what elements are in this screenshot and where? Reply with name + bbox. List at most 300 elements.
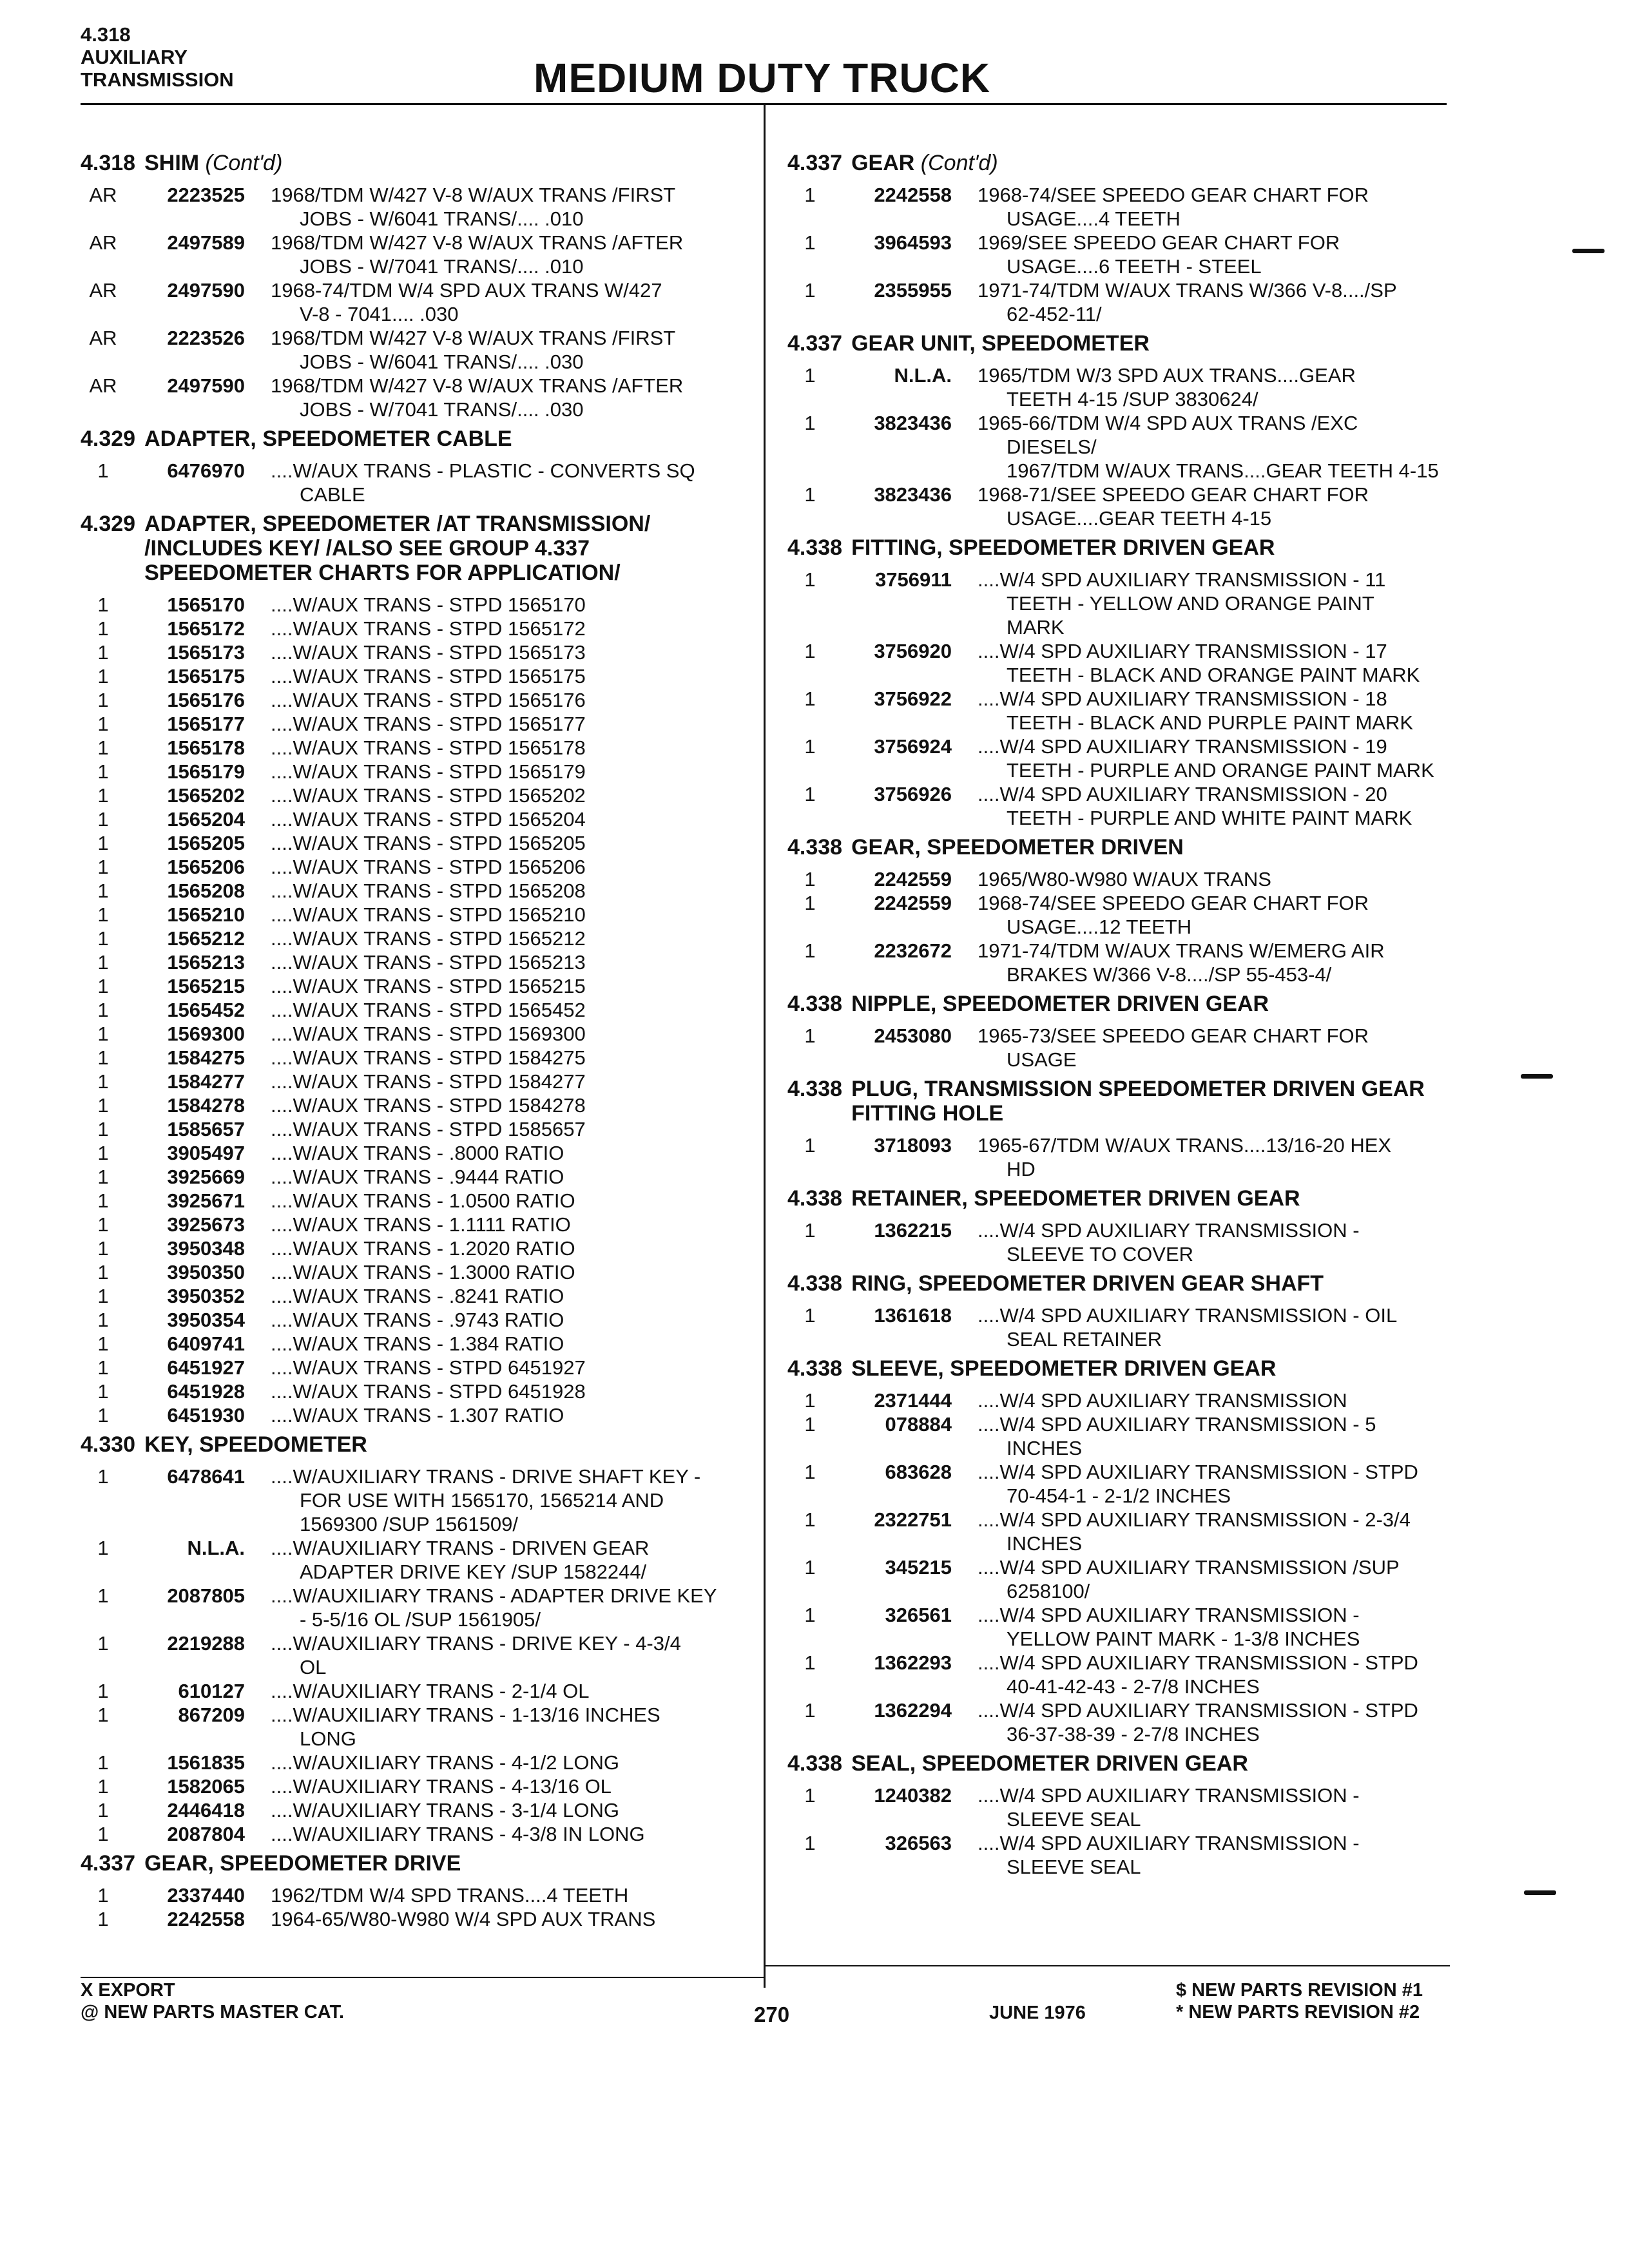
part-number: 610127 <box>178 1680 245 1702</box>
part-quantity: 1 <box>97 641 109 664</box>
description-line: ....W/AUX TRANS - STPD 1565173 <box>271 641 586 664</box>
description-line: 6258100/ <box>1007 1580 1090 1602</box>
description-line: 1968-74/TDM W/4 SPD AUX TRANS W/427 <box>271 279 662 302</box>
part-quantity: 1 <box>97 1465 109 1488</box>
section-number: 4.337 <box>787 331 843 356</box>
part-number: 3925673 <box>167 1213 245 1236</box>
part-description <box>978 1024 1451 1072</box>
part-row <box>787 687 1451 735</box>
section-name-text: GEAR, SPEEDOMETER DRIVEN <box>851 835 1184 860</box>
part-quantity: 1 <box>97 1884 109 1907</box>
description-line: 62-452-11/ <box>1007 303 1102 325</box>
section-heading <box>787 835 1451 860</box>
description-line: ....W/AUX TRANS - STPD 1565215 <box>271 975 586 997</box>
part-description <box>271 1236 751 1260</box>
part-quantity: 1 <box>804 1604 816 1626</box>
part-number: 1565176 <box>167 689 245 711</box>
part-row <box>81 617 751 640</box>
part-description <box>271 231 751 278</box>
part-quantity: AR <box>89 184 117 206</box>
section-number: 4.338 <box>787 1751 843 1776</box>
description-line: 1969/SEE SPEEDO GEAR CHART FOR <box>978 231 1340 254</box>
part-row <box>81 1883 751 1907</box>
description-line: ....W/AUXILIARY TRANS - 1-13/16 INCHES <box>271 1704 660 1726</box>
part-description <box>271 879 751 903</box>
parts-section <box>787 1356 1451 1746</box>
part-description <box>978 483 1451 530</box>
description-line: ....W/AUX TRANS - STPD 1565204 <box>271 808 586 831</box>
part-number: 2371444 <box>874 1389 952 1412</box>
part-row <box>81 1631 751 1679</box>
part-row <box>81 1536 751 1584</box>
description-line: ....W/4 SPD AUXILIARY TRANSMISSION - 2-3/4 <box>978 1508 1411 1531</box>
part-row <box>787 231 1451 278</box>
section-name <box>851 1186 1451 1211</box>
part-quantity: 1 <box>804 687 816 710</box>
header-section-label <box>81 23 234 91</box>
part-row <box>787 639 1451 687</box>
part-number: 2219288 <box>167 1632 245 1655</box>
description-line: JOBS - W/6041 TRANS/.... .010 <box>300 207 584 230</box>
section-name <box>144 427 751 451</box>
part-quantity: 1 <box>804 1461 816 1483</box>
part-row <box>81 1022 751 1046</box>
part-row <box>81 1046 751 1070</box>
part-quantity: 1 <box>804 568 816 591</box>
parts-section <box>787 535 1451 830</box>
description-line: ....W/AUX TRANS - STPD 6451928 <box>271 1380 586 1403</box>
part-description <box>271 326 751 374</box>
part-quantity: 1 <box>97 736 109 759</box>
part-description <box>271 712 751 736</box>
part-row <box>81 736 751 760</box>
part-description <box>978 1218 1451 1266</box>
part-quantity: 1 <box>804 279 816 302</box>
section-number: 4.337 <box>787 151 843 175</box>
part-number: 3823436 <box>874 483 952 506</box>
description-line: 1965-73/SEE SPEEDO GEAR CHART FOR <box>978 1024 1369 1047</box>
part-description <box>271 1536 751 1584</box>
description-line: ....W/AUXILIARY TRANS - 4-13/16 OL <box>271 1775 612 1798</box>
part-quantity: 1 <box>804 1699 816 1722</box>
part-description <box>271 1822 751 1846</box>
part-number: 2242559 <box>874 892 952 914</box>
part-quantity: 1 <box>97 1189 109 1212</box>
section-name <box>851 535 1451 560</box>
part-number: 6451928 <box>167 1380 245 1403</box>
parts-section <box>81 427 751 506</box>
parts-section <box>787 1186 1451 1266</box>
description-line: 1965-66/TDM W/4 SPD AUX TRANS /EXC <box>978 412 1358 434</box>
description-line: JOBS - W/7041 TRANS/.... .010 <box>300 255 584 278</box>
description-line: 1962/TDM W/4 SPD TRANS....4 TEETH <box>271 1884 629 1907</box>
part-row <box>787 278 1451 326</box>
description-line: ....W/AUX TRANS - .9743 RATIO <box>271 1309 564 1331</box>
section-name <box>851 151 1451 175</box>
description-line: ....W/AUX TRANS - STPD 1565177 <box>271 713 586 735</box>
part-description <box>271 1141 751 1165</box>
part-row <box>787 1303 1451 1351</box>
part-row <box>787 1698 1451 1746</box>
part-description <box>978 867 1451 891</box>
part-row <box>787 411 1451 483</box>
description-line: ....W/AUXILIARY TRANS - 2-1/4 OL <box>271 1680 590 1702</box>
part-row <box>787 1783 1451 1831</box>
part-number: 1565173 <box>167 641 245 664</box>
part-description <box>271 760 751 783</box>
part-quantity: 1 <box>804 1832 816 1854</box>
part-quantity: 1 <box>804 1219 816 1242</box>
part-quantity: 1 <box>804 1508 816 1531</box>
part-description <box>271 374 751 421</box>
part-number: 3756926 <box>874 783 952 805</box>
part-row <box>787 183 1451 231</box>
margin-mark <box>1524 1890 1556 1895</box>
part-row <box>81 183 751 231</box>
part-description <box>271 1189 751 1213</box>
description-line: ....W/AUXILIARY TRANS - 3-1/4 LONG <box>271 1799 619 1821</box>
part-number: 2355955 <box>874 279 952 302</box>
section-heading <box>787 331 1451 356</box>
part-description <box>978 939 1451 986</box>
part-number: 1361618 <box>874 1304 952 1327</box>
part-description <box>271 1117 751 1141</box>
part-row <box>787 1831 1451 1879</box>
description-line: SEAL RETAINER <box>1007 1328 1162 1350</box>
part-description <box>271 807 751 831</box>
section-name <box>851 992 1451 1016</box>
description-line: ADAPTER DRIVE KEY /SUP 1582244/ <box>300 1561 647 1583</box>
description-line: ....W/AUXILIARY TRANS - 4-3/8 IN LONG <box>271 1823 645 1845</box>
part-quantity: 1 <box>97 1094 109 1117</box>
description-line: ....W/AUX TRANS - STPD 1565175 <box>271 665 586 687</box>
description-line: ....W/AUX TRANS - STPD 1565172 <box>271 617 586 640</box>
part-description <box>271 1379 751 1403</box>
part-number: 3950350 <box>167 1261 245 1283</box>
section-number: 4.338 <box>787 535 843 560</box>
description-line: V-8 - 7041.... .030 <box>300 303 459 325</box>
section-name-text: ADAPTER, SPEEDOMETER CABLE <box>144 427 512 451</box>
section-name-text: GEAR, SPEEDOMETER DRIVE <box>144 1851 461 1876</box>
description-line: BRAKES W/366 V-8..../SP 55-453-4/ <box>1007 963 1332 986</box>
header-section-line2: TRANSMISSION <box>81 68 234 91</box>
page-footer <box>81 1979 1453 2031</box>
part-description <box>978 1133 1451 1181</box>
description-line: ....W/AUX TRANS - STPD 1569300 <box>271 1023 586 1045</box>
part-number: 1362293 <box>874 1651 952 1674</box>
part-number: 1362294 <box>874 1699 952 1722</box>
footer-master-note: @ NEW PARTS MASTER CAT. <box>81 2002 345 2023</box>
part-quantity: 1 <box>97 832 109 854</box>
part-number: 683628 <box>885 1461 952 1483</box>
part-number: 3905497 <box>167 1142 245 1164</box>
part-quantity: 1 <box>97 617 109 640</box>
part-description <box>271 1070 751 1093</box>
description-line: USAGE....4 TEETH <box>1007 207 1181 230</box>
part-description <box>978 1412 1451 1460</box>
part-row <box>81 783 751 807</box>
parts-section <box>787 151 1451 326</box>
description-line: ....W/AUXILIARY TRANS - ADAPTER DRIVE KEY <box>271 1584 717 1607</box>
description-line: ....W/4 SPD AUXILIARY TRANSMISSION - 17 <box>978 640 1387 662</box>
part-quantity: 1 <box>804 1784 816 1807</box>
description-line: USAGE....GEAR TEETH 4-15 <box>1007 507 1272 530</box>
part-number: 1240382 <box>874 1784 952 1807</box>
part-number: 1585657 <box>167 1118 245 1140</box>
part-description <box>271 1093 751 1117</box>
part-row <box>787 1460 1451 1508</box>
part-number: 6478641 <box>167 1465 245 1488</box>
section-number: 4.330 <box>81 1432 136 1457</box>
header-section-line1: AUXILIARY <box>81 46 188 68</box>
description-line: ....W/AUX TRANS - .8000 RATIO <box>271 1142 564 1164</box>
part-row <box>787 891 1451 939</box>
description-line: TEETH - PURPLE AND WHITE PAINT MARK <box>1007 807 1412 829</box>
bottom-rule-right <box>766 1965 1450 1966</box>
part-number: 3950354 <box>167 1309 245 1331</box>
part-quantity: 1 <box>804 783 816 805</box>
description-line: ....W/AUX TRANS - STPD 1565213 <box>271 951 586 974</box>
description-line: 1968/TDM W/427 V-8 W/AUX TRANS /AFTER <box>271 231 684 254</box>
part-quantity: 1 <box>97 1070 109 1093</box>
part-row <box>787 568 1451 639</box>
description-line: SLEEVE TO COVER <box>1007 1243 1194 1265</box>
part-row <box>81 1679 751 1703</box>
part-quantity: 1 <box>804 640 816 662</box>
description-line: ....W/AUX TRANS - STPD 1584278 <box>271 1094 586 1117</box>
description-line: 1971-74/TDM W/AUX TRANS W/366 V-8..../SP <box>978 279 1397 302</box>
part-number: 3964593 <box>874 231 952 254</box>
part-description <box>978 1698 1451 1746</box>
description-line: ....W/AUX TRANS - STPD 1565176 <box>271 689 586 711</box>
section-heading <box>787 1356 1451 1381</box>
description-line: ....W/AUX TRANS - STPD 1565202 <box>271 784 586 807</box>
part-description <box>978 1603 1451 1651</box>
part-description <box>978 1460 1451 1508</box>
part-number: 2337440 <box>167 1884 245 1907</box>
part-number: 1565212 <box>167 927 245 950</box>
part-description <box>978 1831 1451 1879</box>
part-description <box>978 231 1451 278</box>
part-quantity: 1 <box>804 1556 816 1579</box>
part-row <box>81 760 751 783</box>
part-description <box>271 1907 751 1931</box>
part-quantity: 1 <box>97 1404 109 1427</box>
footer-date: JUNE 1976 <box>989 2003 1086 2023</box>
part-quantity: 1 <box>97 1584 109 1607</box>
part-description <box>271 1703 751 1751</box>
part-quantity: 1 <box>97 1023 109 1045</box>
part-number: 2497590 <box>167 279 245 302</box>
part-quantity: 1 <box>804 892 816 914</box>
part-description <box>271 1798 751 1822</box>
section-name-text: RING, SPEEDOMETER DRIVEN GEAR SHAFT <box>851 1271 1324 1296</box>
description-line: ....W/AUX TRANS - STPD 1565212 <box>271 927 586 950</box>
part-quantity: 1 <box>97 1680 109 1702</box>
section-name-text: PLUG, TRANSMISSION SPEEDOMETER DRIVEN GEAR FITTING HOLE <box>851 1077 1425 1126</box>
part-quantity: 1 <box>804 1389 816 1412</box>
part-row <box>787 939 1451 986</box>
part-row <box>81 640 751 664</box>
part-row <box>81 1332 751 1356</box>
part-row <box>81 1465 751 1536</box>
description-line: USAGE <box>1007 1048 1077 1071</box>
part-description <box>271 831 751 855</box>
description-line: JOBS - W/6041 TRANS/.... .030 <box>300 351 584 373</box>
part-number: 3756911 <box>875 568 952 591</box>
description-line: ....W/4 SPD AUXILIARY TRANSMISSION /SUP <box>978 1556 1400 1579</box>
section-name <box>144 1432 751 1457</box>
part-quantity: 1 <box>97 760 109 783</box>
part-quantity: 1 <box>97 784 109 807</box>
parts-section <box>81 151 751 421</box>
description-line: ....W/AUX TRANS - 1.307 RATIO <box>271 1404 564 1427</box>
section-number: 4.338 <box>787 992 843 1016</box>
part-row <box>787 1412 1451 1460</box>
part-description <box>271 783 751 807</box>
part-row <box>81 1165 751 1189</box>
part-number: 326563 <box>885 1832 952 1854</box>
part-description <box>978 363 1451 411</box>
section-heading <box>81 1432 751 1457</box>
part-quantity: 1 <box>97 1380 109 1403</box>
description-line: ....W/4 SPD AUXILIARY TRANSMISSION <box>978 1389 1347 1412</box>
parts-section <box>81 1851 751 1931</box>
section-heading <box>787 1271 1451 1296</box>
part-description <box>978 782 1451 830</box>
part-number: 2497589 <box>167 231 245 254</box>
section-name <box>144 1851 751 1876</box>
part-row <box>81 1070 751 1093</box>
part-row <box>81 326 751 374</box>
page-header <box>81 23 1466 103</box>
description-line: 1569300 /SUP 1561509/ <box>300 1513 519 1535</box>
part-quantity: 1 <box>97 808 109 831</box>
description-line: ....W/4 SPD AUXILIARY TRANSMISSION - STPD <box>978 1651 1418 1674</box>
section-name-text: RETAINER, SPEEDOMETER DRIVEN GEAR <box>851 1186 1300 1211</box>
description-line: ....W/AUX TRANS - STPD 1584275 <box>271 1046 586 1069</box>
part-number: 2087804 <box>167 1823 245 1845</box>
part-row <box>81 1213 751 1236</box>
part-number: 3925669 <box>167 1166 245 1188</box>
margin-mark <box>1521 1074 1553 1079</box>
description-line: ....W/4 SPD AUXILIARY TRANSMISSION - 20 <box>978 783 1387 805</box>
part-description <box>271 278 751 326</box>
part-description <box>271 974 751 998</box>
part-number: 345215 <box>885 1556 952 1579</box>
part-quantity: 1 <box>97 856 109 878</box>
part-row <box>787 1508 1451 1555</box>
part-quantity: 1 <box>804 1134 816 1157</box>
part-number: 867209 <box>178 1704 245 1726</box>
parts-section <box>787 331 1451 530</box>
description-line: INCHES <box>1007 1437 1083 1459</box>
part-row <box>787 1389 1451 1412</box>
description-line: ....W/AUX TRANS - STPD 1565179 <box>271 760 586 783</box>
description-line: ....W/AUXILIARY TRANS - DRIVE KEY - 4-3/4 <box>271 1632 681 1655</box>
description-line: 40-41-42-43 - 2-7/8 INCHES <box>1007 1675 1260 1698</box>
part-row <box>787 1555 1451 1603</box>
description-line: ....W/4 SPD AUXILIARY TRANSMISSION - OIL <box>978 1304 1398 1327</box>
part-number: 2242559 <box>874 868 952 890</box>
description-line: ....W/AUX TRANS - STPD 1565208 <box>271 879 586 902</box>
section-name <box>851 1356 1451 1381</box>
part-description <box>978 1555 1451 1603</box>
part-quantity: 1 <box>804 231 816 254</box>
part-number: 6476970 <box>167 459 245 482</box>
part-description <box>978 411 1451 483</box>
part-row <box>81 1751 751 1774</box>
description-line: ....W/AUXILIARY TRANS - 4-1/2 LONG <box>271 1751 619 1774</box>
part-row <box>81 1117 751 1141</box>
part-number: 2087805 <box>167 1584 245 1607</box>
part-quantity: AR <box>89 231 117 254</box>
section-heading <box>81 512 751 585</box>
part-quantity: 1 <box>97 1908 109 1930</box>
part-number: 6451930 <box>167 1404 245 1427</box>
description-line: ....W/AUX TRANS - .9444 RATIO <box>271 1166 564 1188</box>
description-line: ....W/AUX TRANS - 1.0500 RATIO <box>271 1189 575 1212</box>
section-name-text: SLEEVE, SPEEDOMETER DRIVEN GEAR <box>851 1356 1277 1381</box>
part-row <box>81 712 751 736</box>
part-number: 2242558 <box>874 184 952 206</box>
part-quantity: 1 <box>804 735 816 758</box>
description-line: TEETH - BLACK AND PURPLE PAINT MARK <box>1007 711 1414 734</box>
description-line: TEETH - YELLOW AND ORANGE PAINT <box>1007 592 1374 615</box>
description-line: TEETH - PURPLE AND ORANGE PAINT MARK <box>1007 759 1434 782</box>
description-line: ....W/4 SPD AUXILIARY TRANSMISSION - <box>978 1604 1360 1626</box>
part-row <box>81 974 751 998</box>
section-name <box>851 1751 1451 1776</box>
part-description <box>271 1774 751 1798</box>
part-description <box>978 735 1451 782</box>
part-description <box>271 1332 751 1356</box>
part-quantity: 1 <box>804 1651 816 1674</box>
column-divider <box>764 104 766 1988</box>
section-number: 4.338 <box>787 1271 843 1296</box>
section-continued: (Cont'd) <box>205 151 283 175</box>
part-description <box>271 950 751 974</box>
section-heading <box>787 535 1451 560</box>
description-line: - 5-5/16 OL /SUP 1561905/ <box>300 1608 541 1631</box>
part-quantity: 1 <box>97 1213 109 1236</box>
part-number: 1565179 <box>167 760 245 783</box>
part-description <box>271 1631 751 1679</box>
part-description <box>271 664 751 688</box>
part-quantity: 1 <box>804 868 816 890</box>
part-row <box>81 1236 751 1260</box>
part-quantity: 1 <box>97 1823 109 1845</box>
part-description <box>978 1783 1451 1831</box>
section-heading <box>787 1077 1451 1126</box>
part-row <box>81 1284 751 1308</box>
description-line: ....W/4 SPD AUXILIARY TRANSMISSION - <box>978 1219 1360 1242</box>
part-quantity: 1 <box>97 927 109 950</box>
part-quantity: 1 <box>97 713 109 735</box>
part-row <box>81 1260 751 1284</box>
description-line: 1968/TDM W/427 V-8 W/AUX TRANS /FIRST <box>271 184 676 206</box>
part-row <box>787 1651 1451 1698</box>
section-heading <box>787 1751 1451 1776</box>
part-quantity: AR <box>89 327 117 349</box>
description-line: 1968/TDM W/427 V-8 W/AUX TRANS /FIRST <box>271 327 676 349</box>
part-row <box>787 1218 1451 1266</box>
page-title: MEDIUM DUTY TRUCK <box>534 55 991 101</box>
part-description <box>271 640 751 664</box>
part-number: 3823436 <box>874 412 952 434</box>
part-row <box>81 1379 751 1403</box>
part-number: 1569300 <box>167 1023 245 1045</box>
